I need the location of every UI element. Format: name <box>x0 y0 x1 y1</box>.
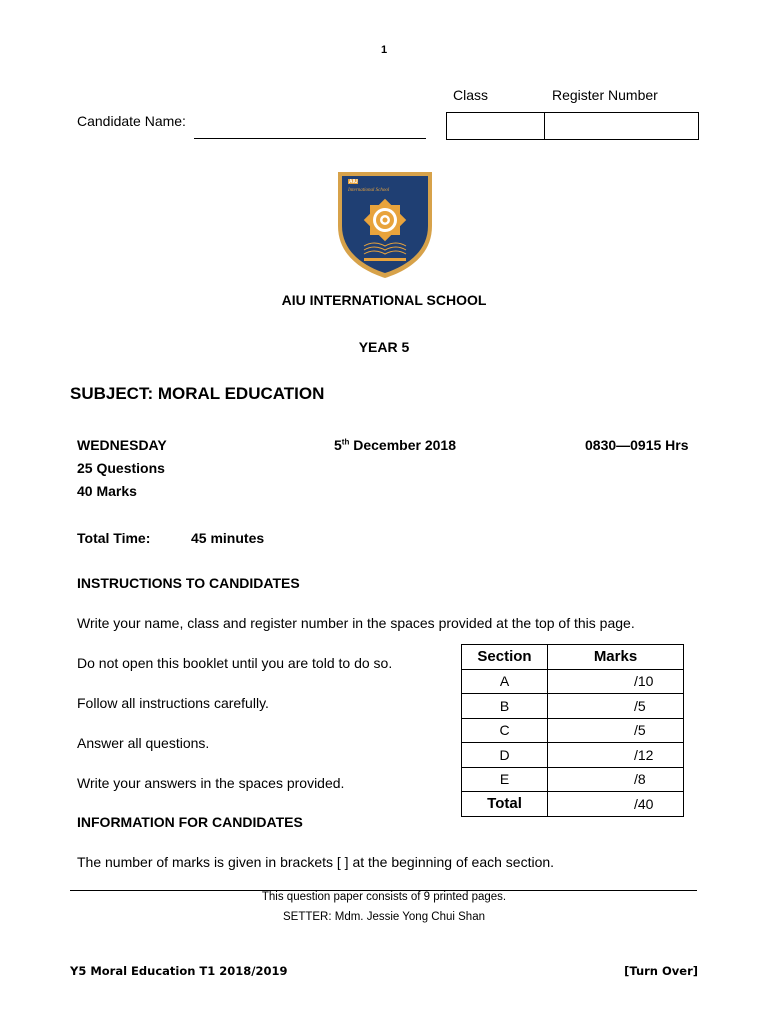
table-row <box>462 669 684 694</box>
school-crest-logo <box>334 168 436 280</box>
register-number-box[interactable] <box>544 112 699 140</box>
table-header-row <box>462 645 684 670</box>
setter-text: SETTER: Mdm. Jessie Yong Chui Shan <box>283 911 485 923</box>
marks-header: Marks <box>548 645 684 670</box>
instructions-heading: INSTRUCTIONS TO CANDIDATES <box>77 575 300 591</box>
crest-motto-band <box>364 258 406 261</box>
marks-cell: /5 <box>548 718 684 743</box>
total-label-cell: Total <box>462 792 548 817</box>
instruction-item: Write your answers in the spaces provided. <box>77 775 345 791</box>
footer-left-text: Y5 Moral Education T1 2018/2019 <box>70 964 288 978</box>
instruction-item: Do not open this booklet until you are told to do so. <box>77 655 393 671</box>
section-cell: A <box>462 669 548 694</box>
exam-day: WEDNESDAY <box>77 437 167 453</box>
instruction-item: Answer all questions. <box>77 735 210 751</box>
marks-cell: /12 <box>548 743 684 768</box>
marks-table <box>461 644 684 817</box>
section-header: Section <box>462 645 548 670</box>
information-heading: INFORMATION FOR CANDIDATES <box>77 814 303 830</box>
flower-emblem-icon <box>364 199 406 241</box>
marks-cell: /8 <box>548 767 684 792</box>
crest-name-text: AIU <box>349 179 358 185</box>
year-heading: YEAR 5 <box>358 339 410 355</box>
page-number: 1 <box>380 44 388 56</box>
table-total-row <box>462 792 684 817</box>
crest-subtitle-text: International School <box>348 188 390 193</box>
total-marks: 40 Marks <box>77 483 137 499</box>
section-cell: B <box>462 694 548 719</box>
class-label: Class <box>453 87 489 103</box>
school-name: AIU INTERNATIONAL SCHOOL <box>281 292 487 308</box>
total-time-label: Total Time: <box>77 530 151 546</box>
instruction-item: Follow all instructions carefully. <box>77 695 269 711</box>
exam-date: 5th December 2018 <box>334 437 456 453</box>
register-number-label: Register Number <box>552 87 658 103</box>
marks-cell: /5 <box>548 694 684 719</box>
section-cell: E <box>462 767 548 792</box>
turn-over-text: [Turn Over] <box>624 964 698 978</box>
instruction-item: Write your name, class and register number in the spaces provided at the top of this page. <box>77 615 635 631</box>
question-count: 25 Questions <box>77 460 165 476</box>
table-row <box>462 718 684 743</box>
candidate-name-field[interactable] <box>194 138 426 139</box>
total-marks-cell: /40 <box>548 792 684 817</box>
total-time-value: 45 minutes <box>191 530 265 546</box>
class-box[interactable] <box>446 112 546 140</box>
exam-time: 0830—0915 Hrs <box>585 437 689 453</box>
pages-note: This question paper consists of 9 printed pages. <box>261 891 507 903</box>
candidate-name-label: Candidate Name: <box>77 113 186 129</box>
subject-title: SUBJECT: MORAL EDUCATION <box>70 384 325 403</box>
information-text: The number of marks is given in brackets [ ] at the beginning of each section. <box>77 854 555 870</box>
section-cell: C <box>462 718 548 743</box>
section-cell: D <box>462 743 548 768</box>
table-row <box>462 767 684 792</box>
table-row <box>462 694 684 719</box>
marks-cell: /10 <box>548 669 684 694</box>
table-row <box>462 743 684 768</box>
